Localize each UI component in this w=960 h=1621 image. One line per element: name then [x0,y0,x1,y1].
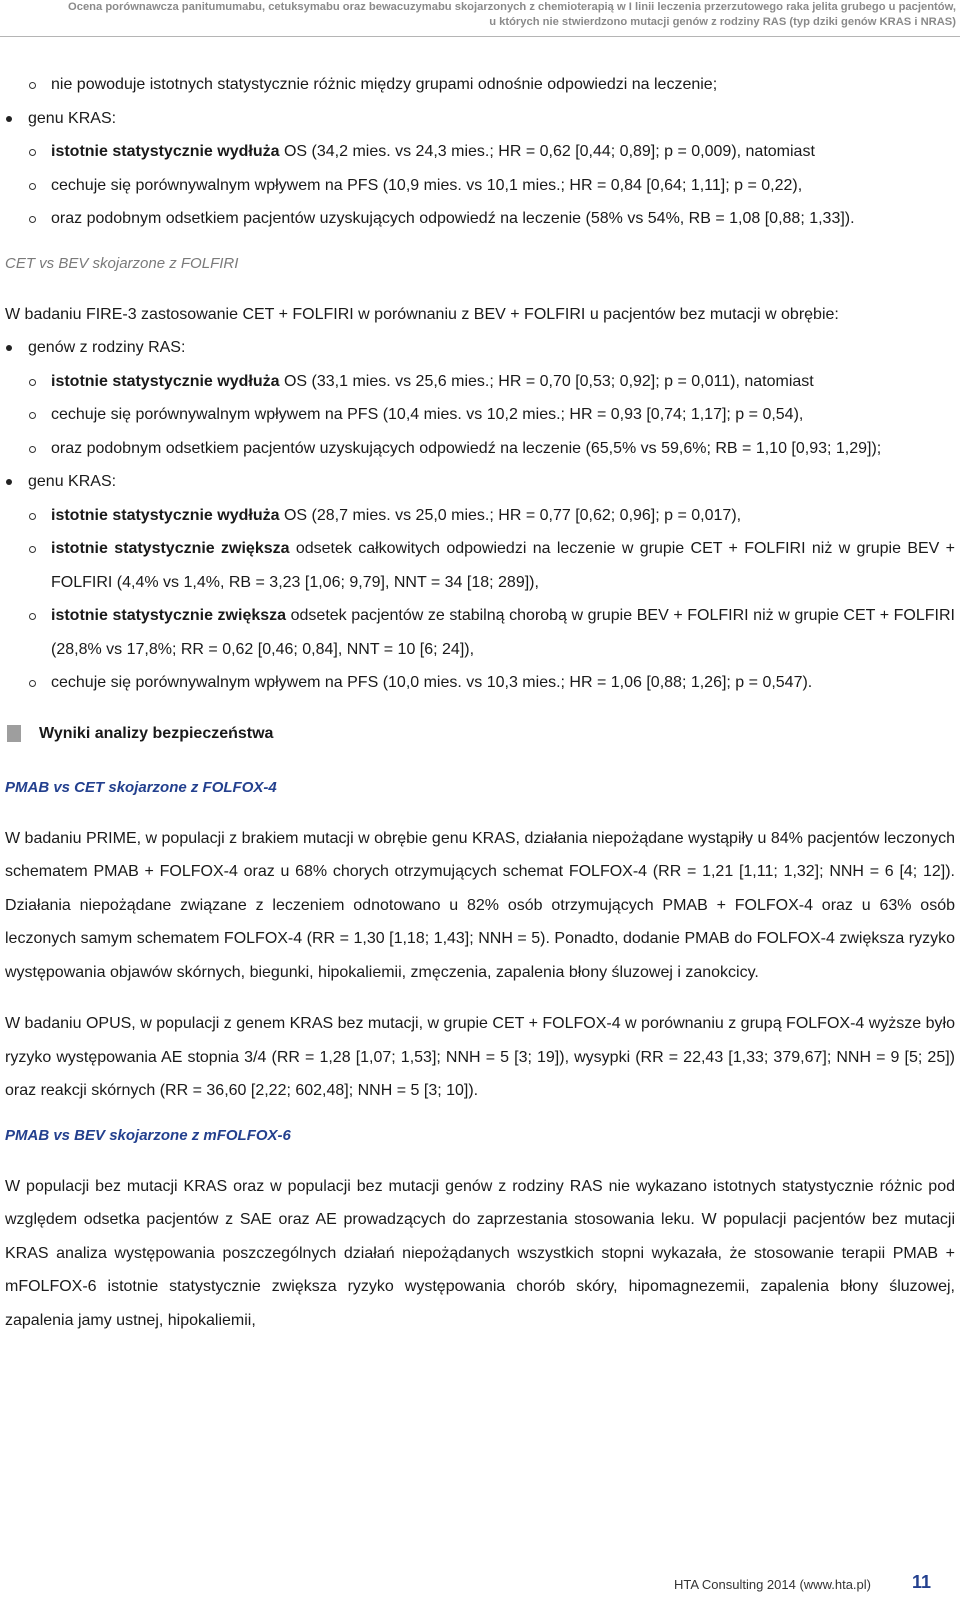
emphasis-text: istotnie statystycznie wydłuża [51,506,280,524]
list-item [5,532,955,599]
list-item [5,135,955,169]
paragraph: W populacji bez mutacji KRAS oraz w populacji bez mutacji genów z rodziny RAS nie wykazano istotnych statystycznie różnic pod względem odsetka pacjentów z SAE oraz AE prowadzących do zaprzestania stosowania leku. W populacji pacjentów bez mutacji KRAS analiza występowania poszczególnych działań niepożądanych wszystkich stopni wykazała, że stosowanie terapii PMAB + mFOLFOX-6 istotnie statystycznie zwiększa ryzyko występowania chorób skóry, hipomagnezemii, zapalenia błony śluzowej, zapalenia jamy ustnej, hipokaliemii, [5,1177,955,1329]
list-item-text: odsetek całkowitych odpowiedzi na leczenie w grupie CET + FOLFIRI niż w grupie BEV + FOLFIRI (4,4% vs 1,4%, RB = 3,23 [1,06; 9,79], NNT = 34 [18; 289]), [51,540,955,591]
list-item [5,169,955,203]
header-line-2: u których nie stwierdzono mutacji genów z rodziny RAS (typ dziki genów KRAS i NRAS) [489,16,956,28]
list-item [5,499,955,533]
section-title-text: Wyniki analizy bezpieczeństwa [39,724,274,742]
list-item-text: OS (28,7 mies. vs 25,0 mies.; HR = 0,77 [0,62; 0,96]; p = 0,017), [279,506,742,524]
list-item [5,202,955,236]
page-footer [380,1572,931,1595]
list-item [5,666,955,700]
list-item-text: cechuje się porównywalnym wpływem na PFS (10,0 mies. vs 10,3 mies.; HR = 1,06 [0,88; 1,26]; p = 0,547). [51,674,813,691]
page-header [0,0,956,30]
list-item-text: OS (34,2 mies. vs 24,3 mies.; HR = 0,62 [0,44; 0,89]; p = 0,009), natomiast [279,143,815,160]
page-content [5,68,955,1337]
list-item-text: genu KRAS: [28,473,117,490]
list-item [5,365,955,399]
list-item [5,599,955,666]
header-line-1: Ocena porównawcza panitumumabu, cetuksymabu oraz bewacuzymabu skojarzonych z chemioterapią w I linii leczenia przerzutowego raka jelita grubego u pacjentów, [68,1,956,13]
emphasis-text: istotnie statystycznie zwiększa [51,540,290,557]
list-item [5,102,955,136]
list-item [5,465,955,499]
footer-text: HTA Consulting 2014 (www.hta.pl) [673,1577,871,1592]
list-item-text: cechuje się porównywalnym wpływem na PFS (10,9 mies. vs 10,1 mies.; HR = 0,84 [0,64; 1,11]; p = 0,22), [51,176,803,194]
emphasis-text: istotnie statystycznie zwiększa [51,607,287,624]
list-item-text: odsetek pacjentów ze stabilną chorobą w grupie BEV + FOLFIRI niż w grupie CET + FOLFIRI (28,8% vs 17,8%; RR = 0,62 [0,46; 0,84], NNT = 10 [6; 24]), [51,607,955,658]
list-item-text: nie powoduje istotnych statystycznie różnic między grupami odnośnie odpowiedzi na leczenie; [51,76,718,93]
section-title [5,724,955,744]
list-item-text: genów z rodziny RAS: [28,339,186,356]
subsection-heading: PMAB vs CET skojarzone z FOLFOX-4 [5,778,277,796]
subsection-heading: PMAB vs BEV skojarzone z mFOLFOX-6 [5,1126,291,1144]
subsection-heading: CET vs BEV skojarzone z FOLFIRI [5,254,239,272]
list-item-text: cechuje się porównywalnym wpływem na PFS (10,4 mies. vs 10,2 mies.; HR = 0,93 [0,74; 1,17]; p = 0,54), [51,406,804,423]
page-number: 11 [911,1572,931,1592]
paragraph: W badaniu FIRE-3 zastosowanie CET + FOLFIRI w porównaniu z BEV + FOLFIRI u pacjentów bez mutacji w obrębie: [5,305,839,323]
paragraph: W badaniu PRIME, w populacji z brakiem mutacji w obrębie genu KRAS, działania niepożądane wystąpiły u 84% pacjentów leczonych schematem PMAB + FOLFOX-4 oraz u 68% chorych otrzymujących schemat FOLFOX-4 (RR = 1,21 [1,11; 1,32]; NNH = 6 [4; 12]). Działania niepożądane związane z leczeniem odnotowano u 82% osób otrzymujących PMAB + FOLFOX-4 oraz u 63% osób leczonych samym schematem FOLFOX-4 (RR = 1,30 [1,18; 1,43]; NNH = 5). Ponadto, dodanie PMAB do FOLFOX-4 zwiększa ryzyko występowania objawów skórnych, biegunki, hipokaliemii, zmęczenia, zapalenia błony śluzowej i zanokcicy. [5,829,955,981]
header-divider [0,36,960,37]
list-item [5,331,955,365]
emphasis-text: istotnie statystycznie wydłuża [51,143,280,160]
list-item-text: oraz podobnym odsetkiem pacjentów uzyskujących odpowiedź na leczenie (58% vs 54%, RB = 1,08 [0,88; 1,33]). [51,210,855,227]
list-item [5,432,955,466]
section-marker-icon [7,725,21,742]
list-item-text: OS (33,1 mies. vs 25,6 mies.; HR = 0,70 [0,53; 0,92]; p = 0,011), natomiast [279,372,814,390]
emphasis-text: istotnie statystycznie wydłuża [51,372,280,390]
list-item-text: oraz podobnym odsetkiem pacjentów uzyskujących odpowiedź na leczenie (65,5% vs 59,6%; RB = 1,10 [0,93; 1,29]); [51,439,882,457]
list-item [5,68,955,102]
list-item [5,398,955,432]
list-item-text: genu KRAS: [28,109,117,127]
paragraph: W badaniu OPUS, w populacji z genem KRAS bez mutacji, w grupie CET + FOLFOX-4 w porównaniu z grupą FOLFOX-4 wyższe było ryzyko występowania AE stopnia 3/4 (RR = 1,28 [1,07; 1,53]; NNH = 5 [3; 19]), wysypki (RR = 22,43 [1,33; 379,67]; NNH = 9 [5; 25]) oraz reakcji skórnych (RR = 36,60 [2,22; 602,48]; NNH = 5 [3; 10]). [5,1015,955,1099]
